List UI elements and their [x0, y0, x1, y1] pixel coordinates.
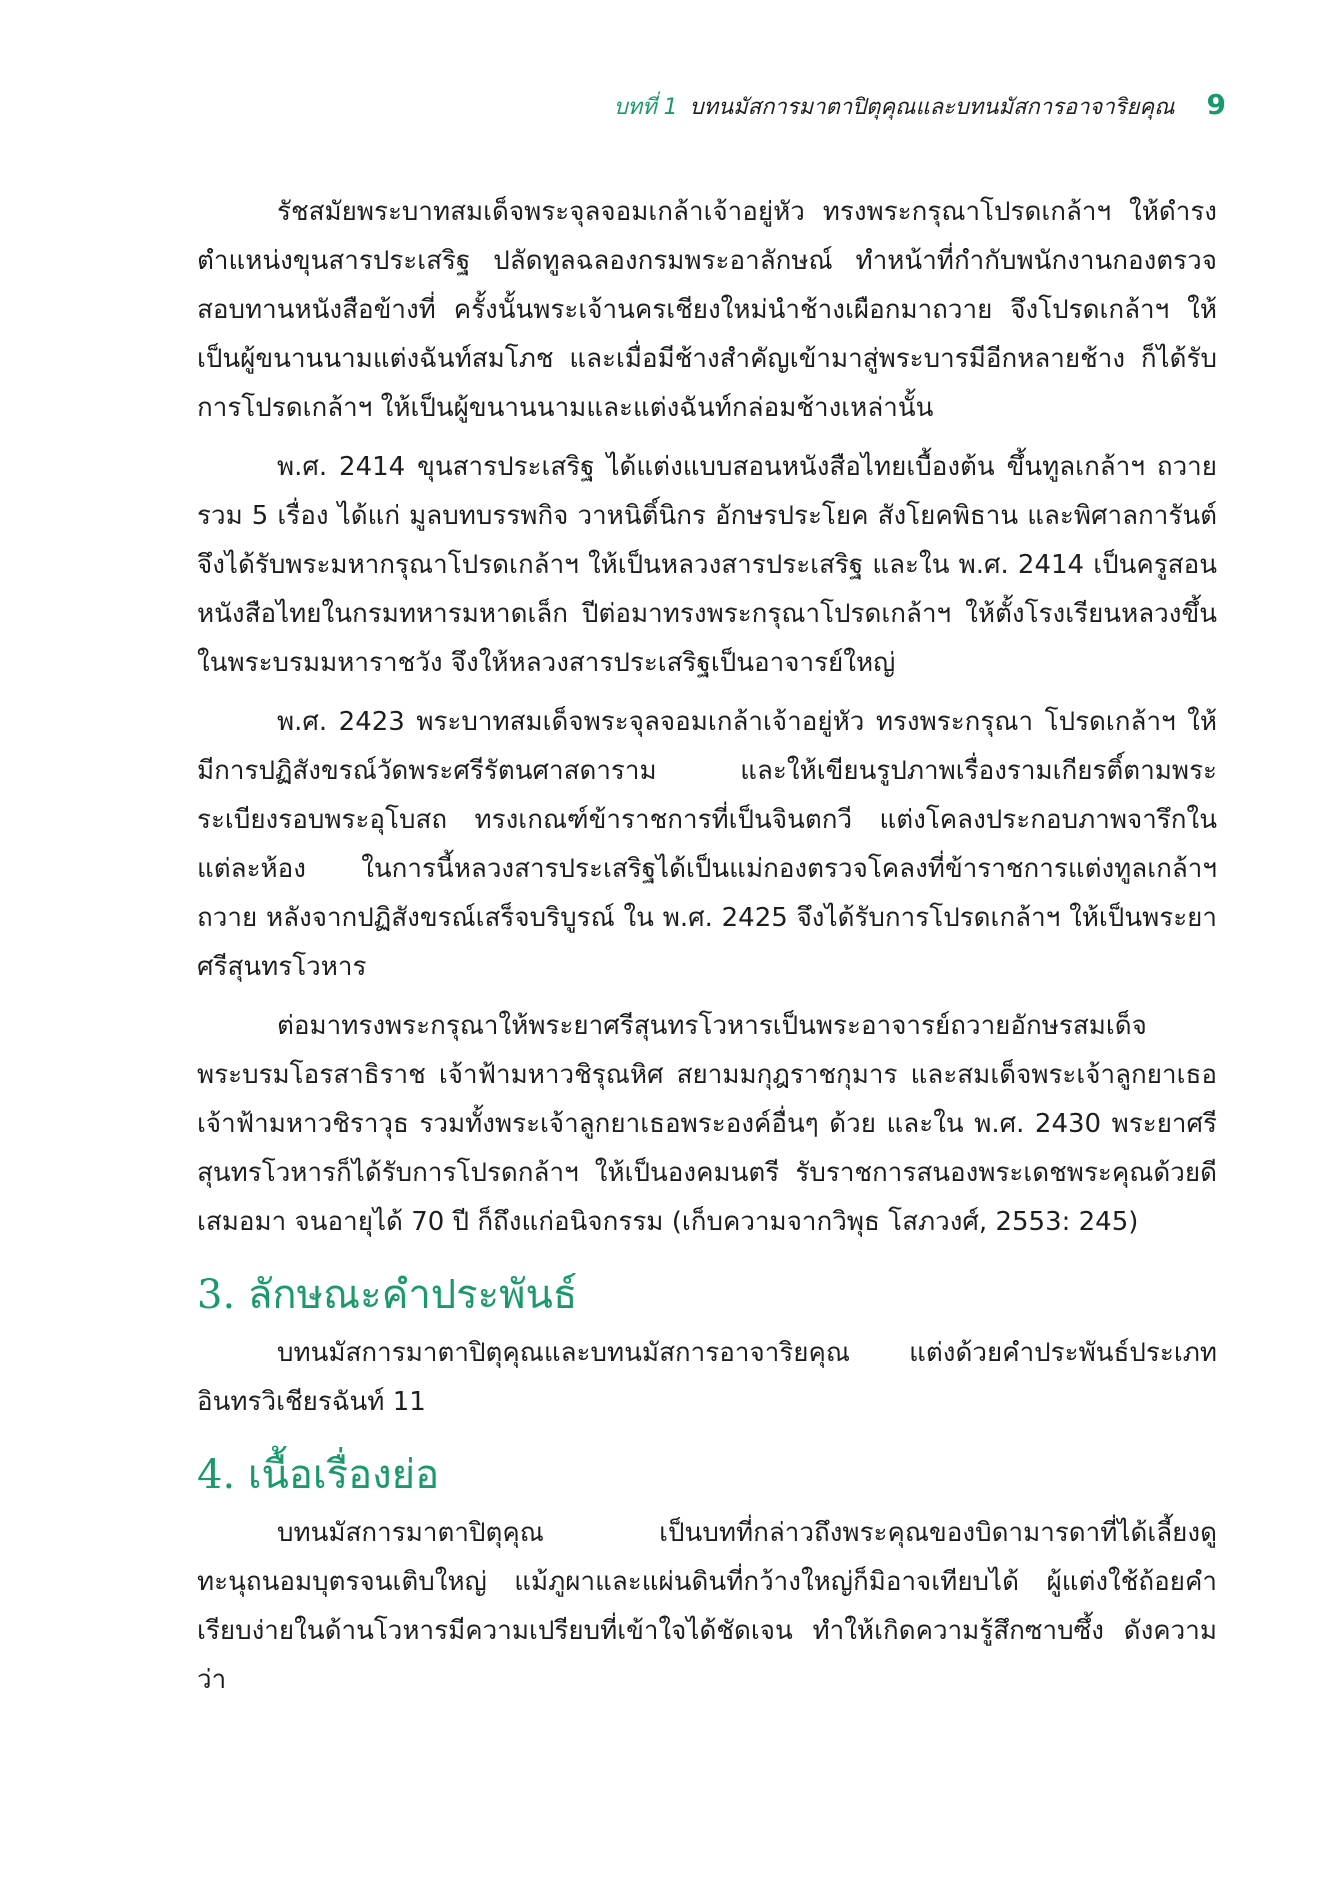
page-body [197, 188, 1217, 1715]
section-heading-verse-form: 3. ลักษณะคำประพันธ์ [197, 1272, 578, 1318]
paragraph-career-early: รัชสมัยพระบาทสมเด็จพระจุลจอมเกล้าเจ้าอยู่หัว ทรงพระกรุณาโปรดเกล้าฯ ให้ดำรงตำแหน่งขุนสารประเสริฐ ปลัดทูลฉลองกรมพระอาลักษณ์ ทำหน้าที่กำกับพนักงานกองตรวจสอบทานหนังสือข้างที่ ครั้งนั้นพระเจ้านครเชียงใหม่นำช้างเผือกมาถวาย จึงโปรดเกล้าฯ ให้เป็นผู้ขนานนามแต่งฉันท์สมโภช และเมื่อมีช้างสำคัญเข้ามาสู่พระบารมีอีกหลายช้าง ก็ได้รับการโปรดเกล้าฯ ให้เป็นผู้ขนานนามและแต่งฉันท์กล่อมช้างเหล่านั้น [197, 197, 1217, 423]
paragraph-career-2423: พ.ศ. 2423 พระบาทสมเด็จพระจุลจอมเกล้าเจ้าอยู่หัว ทรงพระกรุณา โปรดเกล้าฯ ให้มีการปฏิสังขรณ์วัดพระศรีรัตนศาสดาราม และให้เขียนรูปภาพเรื่องรามเกียรติ์ตามพระระเบียงรอบพระอุโบสถ ทรงเกณฑ์ข้าราชการที่เป็นจินตกวี แต่งโคลงประกอบภาพจารึกในแต่ละห้อง ในการนี้หลวงสารประเสริฐได้เป็นแม่กองตรวจโคลงที่ข้าราชการแต่งทูลเกล้าฯ ถวาย หลังจากปฏิสังขรณ์เสร็จบริบูรณ์ ใน พ.ศ. 2425 จึงได้รับการโปรดเกล้าฯ ให้เป็นพระยาศรีสุนทรโวหาร [197, 707, 1217, 982]
paragraph-synopsis: บทนมัสการมาตาปิตุคุณ เป็นบทที่กล่าวถึงพระคุณของบิดามารดาที่ได้เลี้ยงดู ทะนุถนอมบุตรจนเติบใหญ่ แม้ภูผาและแผ่นดินที่กว้างใหญ่ก็มิอาจเทียบได้ ผู้แต่งใช้ถ้อยคำเรียบง่ายในด้านโวหารมีความเปรียบที่เข้าใจได้ชัดเจน ทำให้เกิดความรู้สึกซาบซึ้ง ดังความว่า [197, 1518, 1217, 1695]
paragraph-career-late: ต่อมาทรงพระกรุณาให้พระยาศรีสุนทรโวหารเป็นพระอาจารย์ถวายอักษรสมเด็จพระบรมโอรสาธิราช เจ้าฟ้ามหาวชิรุณหิศ สยามมกุฎราชกุมาร และสมเด็จพระเจ้าลูกยาเธอ เจ้าฟ้ามหาวชิราวุธ รวมทั้งพระเจ้าลูกยาเธอพระองค์อื่นๆ ด้วย และใน พ.ศ. 2430 พระยาศรีสุนทรโวหารก็ได้รับการโปรดกล้าฯ ให้เป็นองคมนตรี รับราชการสนองพระเดชพระคุณด้วยดีเสมอมา จนอายุได้ 70 ปี ก็ถึงแก่อนิจกรรม (เก็บความจากวิพุธ โสภวงศ์, 2553: 245) [197, 1011, 1217, 1237]
running-header [614, 88, 1226, 124]
paragraph-career-2414: พ.ศ. 2414 ขุนสารประเสริฐ ได้แต่งแบบสอนหนังสือไทยเบื้องต้น ขึ้นทูลเกล้าฯ ถวายรวม 5 เรื่อง ได้แก่ มูลบทบรรพกิจ วาหนิติ์นิกร อักษรประโยค สังโยคพิธาน และพิศาลการันต์ จึงได้รับพระมหากรุณาโปรดเกล้าฯ ให้เป็นหลวงสารประเสริฐ และใน พ.ศ. 2414 เป็นครูสอนหนังสือไทยในกรมทหารมหาดเล็ก ปีต่อมาทรงพระกรุณาโปรดเกล้าฯ ให้ตั้งโรงเรียนหลวงขึ้นในพระบรมมหาราชวัง จึงให้หลวงสารประเสริฐเป็นอาจารย์ใหญ่ [197, 452, 1217, 678]
chapter-label: บทที่ 1 [613, 95, 678, 120]
section-heading-synopsis: 4. เนื้อเรื่องย่อ [197, 1452, 440, 1498]
running-title: บทนมัสการมาตาปิตุคุณและบทนมัสการอาจาริยคุณ [689, 95, 1175, 120]
page-number: 9 [1206, 88, 1226, 121]
paragraph-verse-form: บทนมัสการมาตาปิตุคุณและบทนมัสการอาจาริยคุณ แต่งด้วยคำประพันธ์ประเภทอินทรวิเชียรฉันท์ 11 [197, 1338, 1217, 1417]
